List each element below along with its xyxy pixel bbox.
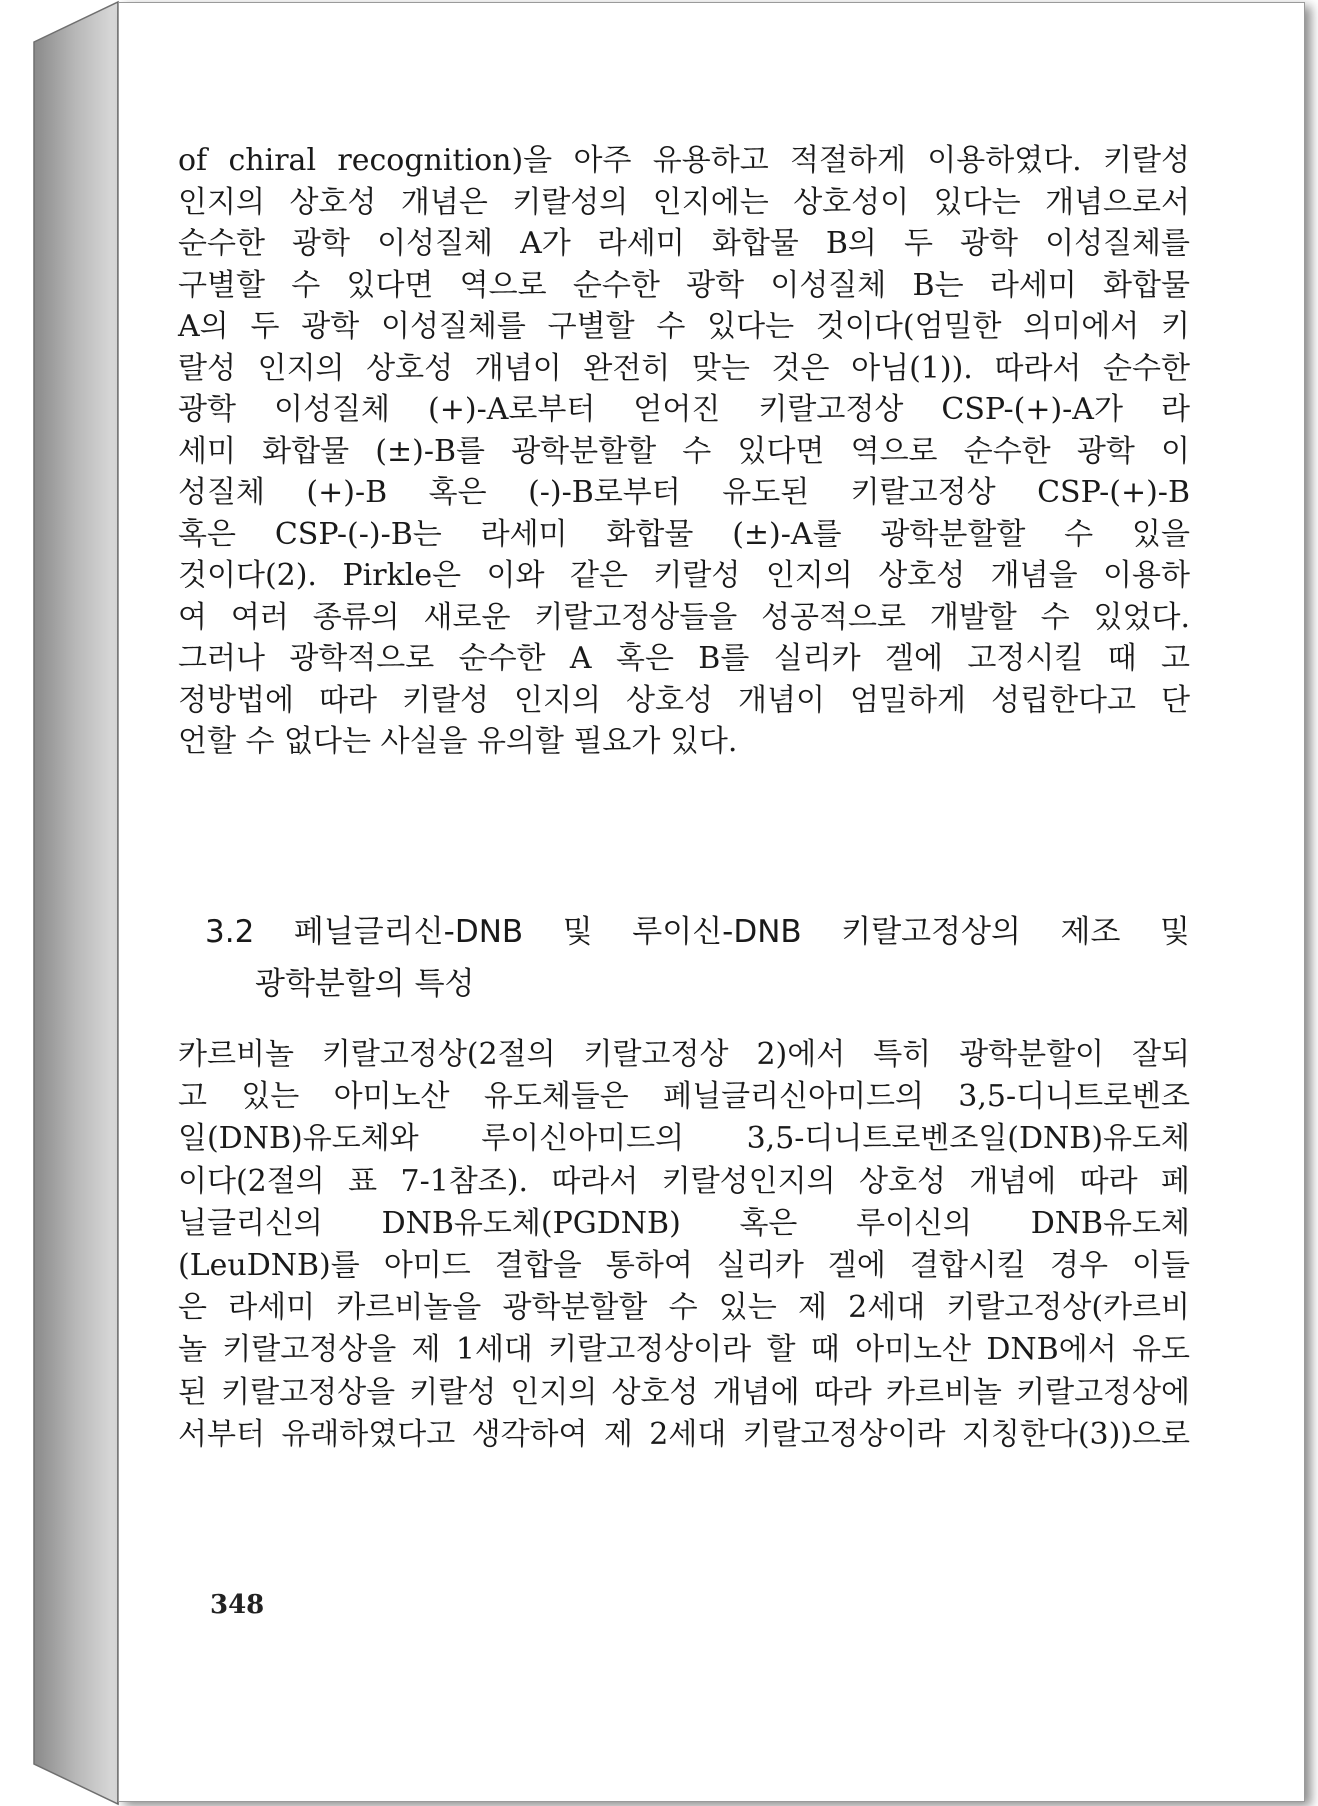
text-line: 정방법에 따라 키랄성 인지의 상호성 개념이 엄밀하게 성립한다고 단: [178, 682, 1190, 718]
text-line: 언할 수 없다는 사실을 유의할 필요가 있다.: [178, 724, 738, 759]
section-heading-line-1: 3.2 페닐글리신-DNB 및 루이신-DNB 키랄고정상의 제조 및: [205, 914, 1190, 950]
text-line: 성질체 (+)-B 혹은 (-)-B로부터 유도된 키랄고정상 CSP-(+)-B: [178, 475, 1190, 510]
text-line: 구별할 수 있다면 역으로 순수한 광학 이성질체 B는 라세미 화합물: [178, 267, 1190, 303]
text-line: 은 라세미 카르비놀을 광학분할할 수 있는 제 2세대 키랄고정상(카르비: [178, 1290, 1190, 1326]
text-line: 이다(2절의 표 7-1참조). 따라서 키랄성인지의 상호성 개념에 따라 페: [178, 1163, 1190, 1199]
text-line: 랄성 인지의 상호성 개념이 완전히 맞는 것은 아님(1)). 따라서 순수한: [178, 350, 1190, 386]
page-number: 348: [210, 1590, 265, 1620]
text-line: 고 있는 아미노산 유도체들은 페닐글리신아미드의 3,5-디니트로벤조: [178, 1079, 1190, 1115]
text-line: 것이다(2). Pirkle은 이와 같은 키랄성 인지의 상호성 개념을 이용하: [178, 558, 1190, 593]
section-heading: [205, 906, 1190, 1010]
text-line: (LeuDNB)를 아미드 결합을 통하여 실리카 겔에 결합시킬 경우 이들: [178, 1248, 1190, 1284]
text-line: of chiral recognition)을 아주 유용하고 적절하게 이용하였다. 키랄성: [178, 143, 1190, 178]
text-line: 여 여러 종류의 새로운 키랄고정상들을 성공적으로 개발할 수 있었다.: [178, 599, 1190, 635]
text-line: 순수한 광학 이성질체 A가 라세미 화합물 B의 두 광학 이성질체를: [178, 226, 1190, 261]
text-line: A의 두 광학 이성질체를 구별할 수 있다는 것이다(엄밀한 의미에서 키: [178, 309, 1190, 344]
paragraph-2: [178, 1034, 1190, 1456]
section-heading-line-2: 광학분할의 특성: [255, 966, 475, 1002]
text-line: 인지의 상호성 개념은 키랄성의 인지에는 상호성이 있다는 개념으로서: [178, 184, 1190, 220]
text-line: 일(DNB)유도체와 루이신아미드의 3,5-디니트로벤조일(DNB)유도체: [178, 1121, 1190, 1157]
text-line: 놀 키랄고정상을 제 1세대 키랄고정상이라 할 때 아미노산 DNB에서 유도: [178, 1332, 1190, 1368]
text-line: 세미 화합물 (±)-B를 광학분할할 수 있다면 역으로 순수한 광학 이: [178, 433, 1190, 469]
text-line: 카르비놀 키랄고정상(2절의 키랄고정상 2)에서 특히 광학분할이 잘되: [178, 1037, 1190, 1072]
paragraph-1: [178, 140, 1190, 763]
text-line: 그러나 광학적으로 순수한 A 혹은 B를 실리카 겔에 고정시킬 때 고: [178, 641, 1190, 676]
text-line: 광학 이성질체 (+)-A로부터 얻어진 키랄고정상 CSP-(+)-A가 라: [178, 392, 1190, 427]
text-line: 된 키랄고정상을 키랄성 인지의 상호성 개념에 따라 카르비놀 키랄고정상에: [178, 1374, 1190, 1410]
text-line: 서부터 유래하였다고 생각하여 제 2세대 키랄고정상이라 지칭한다(3))으로: [178, 1416, 1190, 1452]
text-line: 혹은 CSP-(-)-B는 라세미 화합물 (±)-A를 광학분할할 수 있을: [178, 516, 1190, 552]
text-line: 닐글리신의 DNB유도체(PGDNB) 혹은 루이신의 DNB유도체: [178, 1205, 1190, 1241]
